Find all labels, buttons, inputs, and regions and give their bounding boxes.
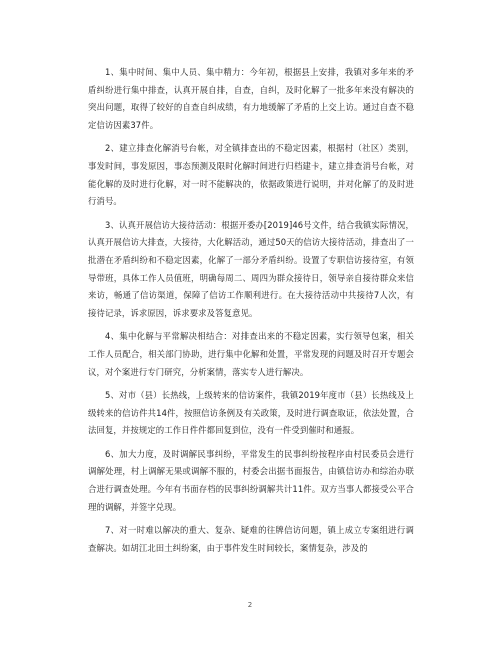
paragraph-2: 2、建立排查化解消号台帐，对全镇排查出的不稳定因素，根据村（社区）类别，事发时间，事发原因，事态预测及限时化解时间进行归档建卡，建立排查消号台帐，对能化解的及时进行化解，对一时不能解决的，依据政策进行说明，并对化解了的及时进行消号。 xyxy=(88,143,414,207)
paragraph-6: 6、加大力度，及时调解民事纠纷，平常发生的民事纠纷按程序由村民委员会进行调解处理，村上调解无果或调解不服的，村委会出据书面报告，由镇信访办和综治办联合进行调查处理。今年有书面存档的民事纠纷调解共计11件。双方当事人都接受公平合理的调解，并签字兑现。 xyxy=(88,448,414,512)
paragraph-4: 4、集中化解与平常解决相结合：对排查出来的不稳定因素，实行领导包案，相关工作人员配合，相关部门协助，进行集中化解和处置，平常发现的问题及时召开专题会议，对个案进行专门研究，分析案情，落实专人进行解决。 xyxy=(88,331,414,377)
paragraph-3: 3、认真开展信访大接待活动：根据开委办[2019]46号文件，结合我镇实际情况，认真开展信访大排查，大接待，大化解活动，通过50天的信访大接待活动，排查出了一批潜在矛盾纠纷和不稳定因素，化解了一部分矛盾纠纷。设置了专职信访接待室，有领导带班，具体工作人员值班，明确每周二、周四为群众接待日，领导亲自接待群众来信来访，畅通了信访渠道，保障了信访工作顺利进行。在大接待活动中共接待7人次，有接待记录，诉求原因，诉求要求及答复意见。 xyxy=(88,219,414,318)
paragraph-5: 5、对市（县）长热线，上级转来的信访案件，我镇2019年度市（县）长热线及上级转来的信访件共14件，按照信访条例及有关政策，及时进行调查取证，依法处置，合法回复，并按规定的工作日件件都回复到位，没有一件受到催时和通报。 xyxy=(88,390,414,436)
page-number: 2 xyxy=(247,601,253,609)
paragraph-1: 1、集中时间、集中人员、集中精力：今年初，根据县上安排，我镇对多年来的矛盾纠纷进行集中排查，认真开展自排，自查，自纠，及时化解了一批多年来没有解决的突出问题，取得了较好的自查自纠成绩，有力地缓解了矛盾的上交上访。通过自查不稳定信访因素37件。 xyxy=(88,67,414,130)
document-body xyxy=(88,64,414,563)
paragraph-7: 7、对一时难以解决的重大、复杂、疑难的往牌信访问题，镇上成立专案组进行调查解决。如胡江北田土纠纷案，由于事件发生时间较长，案情复杂，涉及的 xyxy=(88,525,414,553)
